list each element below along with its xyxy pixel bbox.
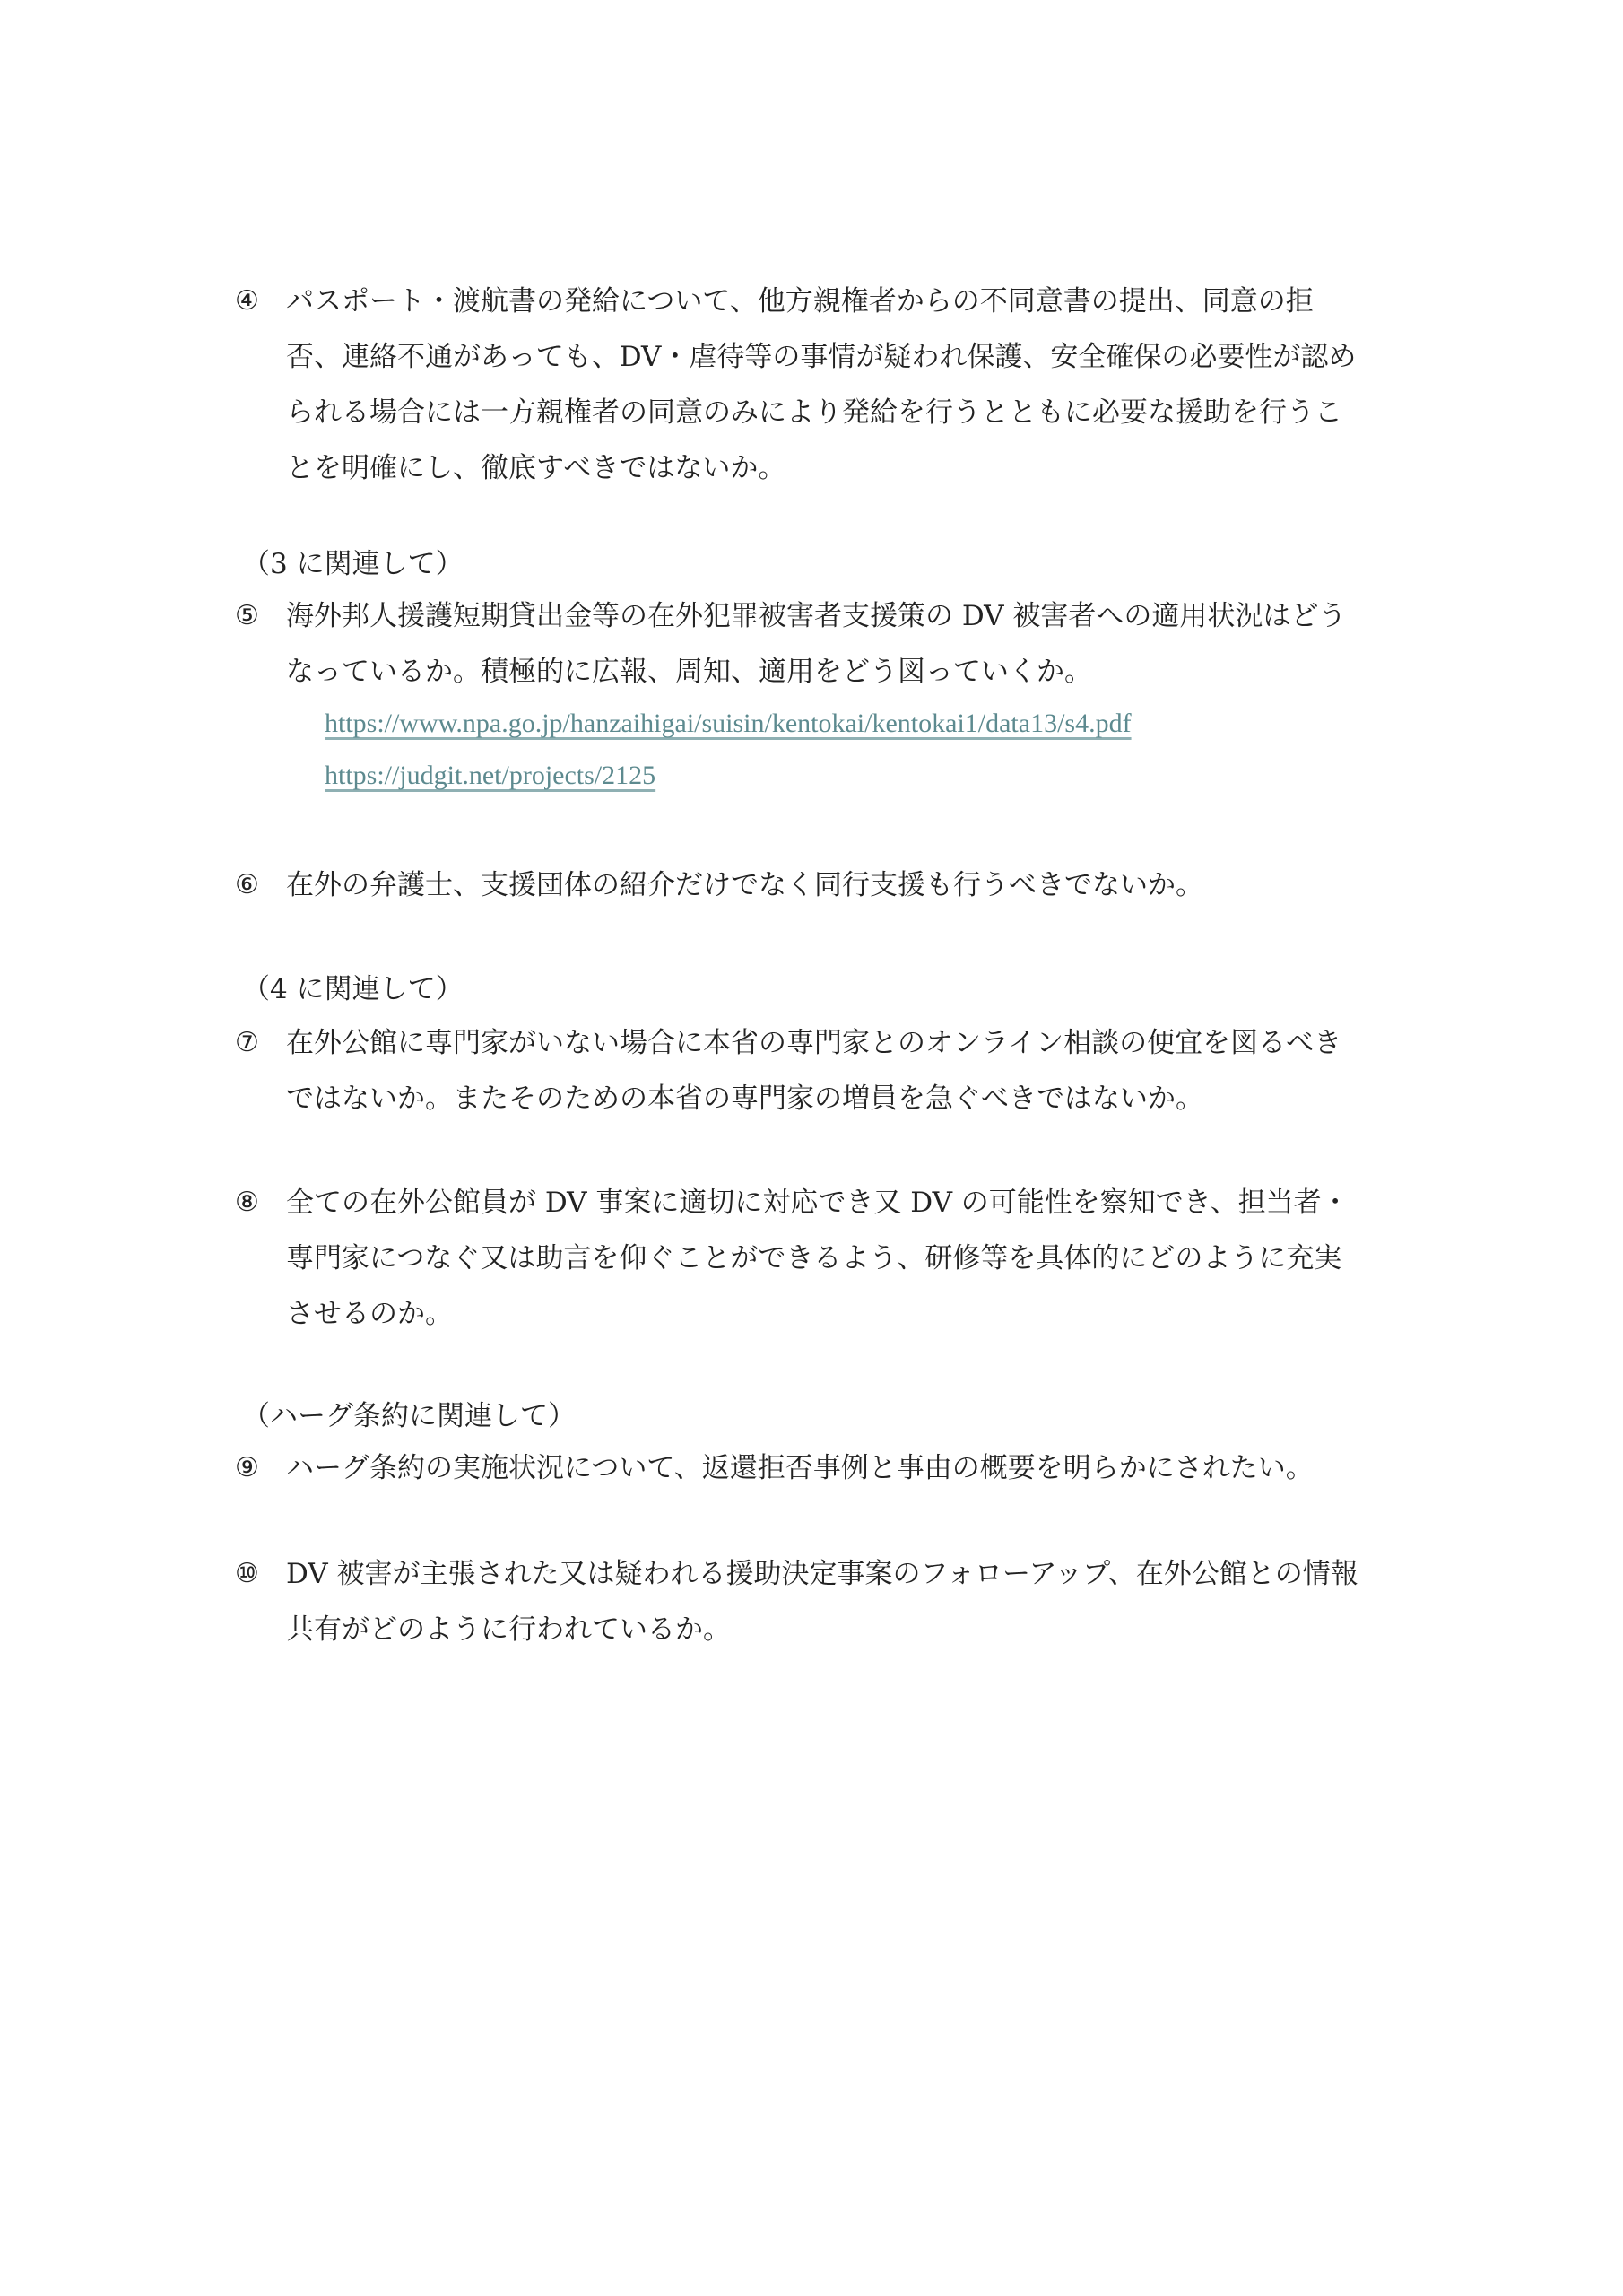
list-item-7 bbox=[235, 1015, 1419, 1126]
item-text: パスポート・渡航書の発給について、他方親権者からの不同意書の提出、同意の拒 否、連絡不通があっても、DV・虐待等の事情が疑われ保護、安全確保の必要性が認め られる場合には一方親権者の同意のみにより発給を行うとともに必要な援助を行うこ とを明確にし、徹底すべきではないか。 bbox=[286, 285, 1357, 484]
item-number: ⑩ bbox=[235, 1558, 259, 1589]
section-heading-related-4: （4 に関連して） bbox=[242, 973, 464, 1005]
list-item-5 bbox=[235, 588, 1419, 700]
link-judgit[interactable]: https://judgit.net/projects/2125 bbox=[325, 761, 656, 790]
item-text: 在外公館に専門家がいない場合に本省の専門家とのオンライン相談の便宜を図るべき ではないか。またそのための本省の専門家の増員を急ぐべきではないか。 bbox=[286, 1027, 1342, 1115]
list-item-4 bbox=[235, 274, 1419, 496]
item-text: 全ての在外公館員が DV 事案に適切に対応でき又 DV の可能性を察知でき、担当者・ 専門家につなぐ又は助言を仰ぐことができるよう、研修等を具体的にどのように充実 させるのか。 bbox=[286, 1187, 1350, 1330]
item-number: ⑧ bbox=[235, 1187, 259, 1218]
section-heading-related-3: （3 に関連して） bbox=[242, 548, 464, 580]
item-text: ハーグ条約の実施状況について、返還拒否事例と事由の概要を明らかにされたい。 bbox=[286, 1452, 1314, 1484]
list-item-9 bbox=[235, 1440, 1419, 1496]
section-heading-related-hague: （ハーグ条約に関連して） bbox=[242, 1400, 576, 1432]
item-text: DV 被害が主張された又は疑われる援助決定事案のフォローアップ、在外公館との情報 共有がどのように行われているか。 bbox=[286, 1558, 1358, 1646]
item-text: 在外の弁護士、支援団体の紹介だけでなく同行支援も行うべきでないか。 bbox=[286, 869, 1203, 901]
item-number: ⑦ bbox=[235, 1027, 259, 1058]
item-number: ⑨ bbox=[235, 1452, 259, 1483]
list-item-6 bbox=[235, 857, 1419, 913]
item-number: ④ bbox=[235, 285, 259, 317]
list-item-8 bbox=[235, 1175, 1419, 1342]
item-number: ⑥ bbox=[235, 869, 259, 900]
link-npa[interactable]: https://www.npa.go.jp/hanzaihigai/suisin/kentokai/kentokai1/data13/s4.pdf bbox=[325, 709, 1132, 738]
item-text: 海外邦人援護短期貸出金等の在外犯罪被害者支援策の DV 被害者への適用状況はどう なっているか。積極的に広報、周知、適用をどう図っていくか。 bbox=[286, 600, 1347, 688]
item-number: ⑤ bbox=[235, 600, 259, 631]
list-item-10 bbox=[235, 1546, 1419, 1657]
